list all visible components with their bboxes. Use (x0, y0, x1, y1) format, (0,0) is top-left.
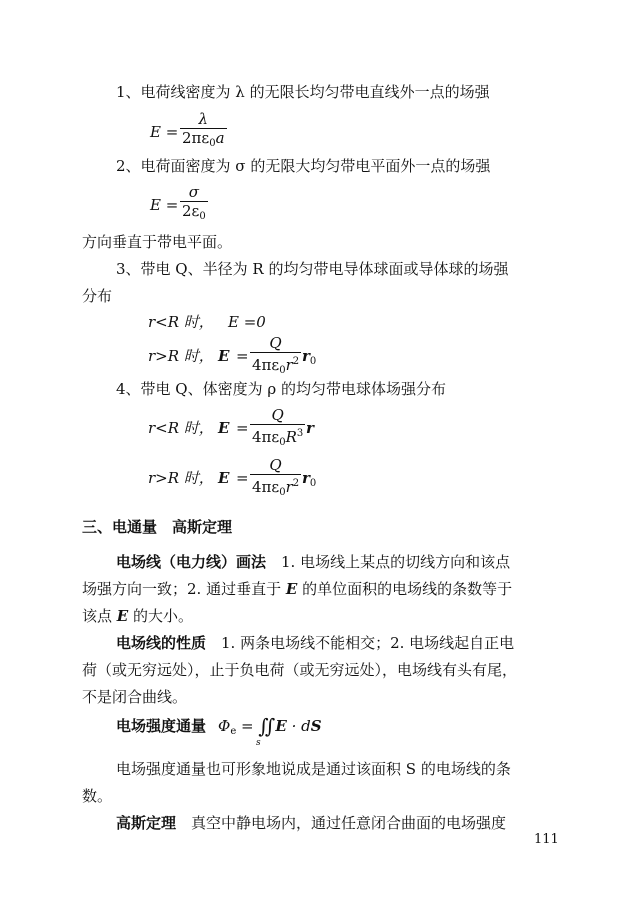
paragraph-electric-flux (116, 716, 206, 736)
term-gauss-law: 高斯定理 (116, 814, 177, 832)
formula-2-denominator: $2\varepsilon_0$ (180, 201, 208, 226)
formula-4b-lhs: E (218, 469, 230, 487)
paragraph-field-line-properties-line-1: 电场线的性质 1. 两条电场线不能相交；2. 电场线起自正电 (116, 634, 515, 652)
item-2-direction: 方向垂直于带电平面。 (82, 233, 233, 251)
formula-4b-denominator: $4\pi\varepsilon_0r^2$ (250, 474, 301, 502)
formula-2-numerator: σ (188, 183, 199, 201)
item-2-line: 2、电荷面密度为 σ 的无限大均匀带电平面外一点的场强 (116, 157, 491, 175)
paragraph-field-line-drawing-line-2: 场强方向一致；2. 通过垂直于 E 的单位面积的电场线的条数等于 (82, 580, 513, 598)
formula-1-denominator: $2\pi\varepsilon_0a$ (180, 128, 227, 153)
formula-4a-fraction (250, 406, 305, 452)
item-3-line: 3、带电 Q、半径为 R 的均匀带电导体球面或导体球的场强 (116, 260, 509, 278)
page-number: 111 (534, 832, 559, 847)
formula-3b-unit-vector: $r_0$ (302, 347, 317, 367)
formula-4b-unit-vector: $r_0$ (302, 469, 317, 489)
paragraph-gauss-law: 高斯定理 真空中静电场内，通过任意闭合曲面的电场强度 (116, 814, 507, 832)
formula-3b-fraction (250, 334, 301, 380)
paragraph-field-line-properties-line-3: 不是闭合曲线。 (82, 688, 188, 706)
condition-r-greater-R: r>R 时， (148, 347, 214, 365)
item-4-line: 4、带电 Q、体密度为 ρ 的均匀带电球体场强分布 (116, 380, 446, 398)
formula-1-lhs: E = (150, 123, 179, 141)
condition-r-less-R: r<R 时， (148, 313, 214, 331)
formula-4b-fraction (250, 456, 301, 502)
formula-4b-numerator: Q (269, 456, 282, 474)
flux-formula: $\Phi_e$ = ∬E · dS (218, 714, 322, 738)
formula-3b-numerator: Q (269, 334, 282, 352)
formula-2-fraction (180, 183, 208, 226)
paragraph-field-line-drawing-line-3: 该点 E 的大小。 (82, 607, 193, 625)
term-field-line-properties: 电场线的性质 (116, 634, 207, 652)
formula-3b-eq: = (236, 347, 249, 365)
formula-3a: E =0 (228, 313, 266, 331)
term-electric-flux: 电场强度通量 (116, 717, 207, 735)
condition-r-greater-R-4: r>R 时， (148, 469, 214, 487)
formula-3b-lhs: E (218, 347, 230, 365)
section-heading: 三、电通量 高斯定理 (82, 518, 233, 536)
formula-4a-denominator: $4\pi\varepsilon_0R^3$ (250, 424, 305, 452)
formula-1-fraction (180, 110, 227, 153)
formula-4a-numerator: Q (271, 406, 284, 424)
formula-1-numerator: λ (198, 110, 209, 128)
paragraph-field-line-properties-line-2: 荷（或无穷远处），止于负电荷（或无穷远处），电场线有头有尾， (82, 661, 518, 679)
formula-4a-lhs: E (218, 419, 230, 437)
paragraph-flux-meaning-line-2: 数。 (82, 787, 113, 805)
formula-4a-vector: r (306, 419, 314, 437)
term-field-line-drawing: 电场线（电力线）画法 (116, 553, 267, 571)
formula-2-lhs: E = (150, 196, 179, 214)
item-3-continuation: 分布 (82, 287, 113, 305)
formula-4a-eq: = (236, 419, 249, 437)
flux-integral-subscript: s (256, 738, 261, 748)
condition-r-less-R-4: r<R 时， (148, 419, 214, 437)
paragraph-flux-meaning-line-1: 电场强度通量也可形象地说成是通过该面积 S 的电场线的条 (116, 760, 511, 778)
paragraph-field-line-drawing-line-1: 电场线（电力线）画法 1. 电场线上某点的切线方向和该点 (116, 553, 511, 571)
formula-3b-denominator: $4\pi\varepsilon_0r^2$ (250, 352, 301, 380)
item-1-line: 1、电荷线密度为 λ 的无限长均匀带电直线外一点的场强 (116, 83, 490, 101)
formula-4b-eq: = (236, 469, 249, 487)
